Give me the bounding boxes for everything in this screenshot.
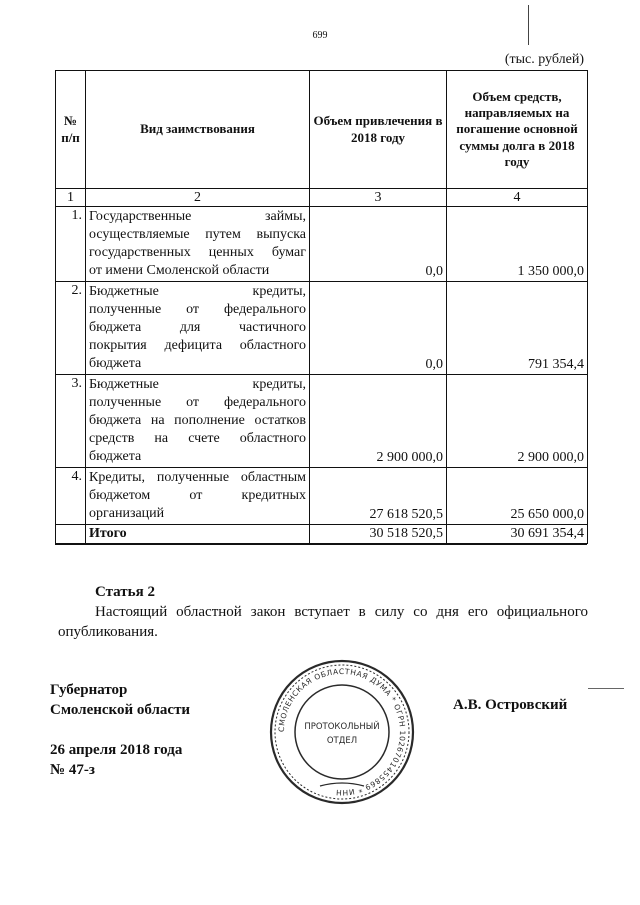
description-line: бюджета для частичного [89,320,306,335]
row-number: 1. [56,207,86,282]
law-date: 26 апреля 2018 года [50,742,183,758]
repayment-value: 1 350 000,0 [447,207,588,282]
position-line: Губернатор [50,682,128,698]
row-number: 3. [56,375,86,468]
header-repayment-volume: Объем средств, направляемых на погашение основной суммы долга в 2018 году [447,71,588,189]
description-line: Бюджетные кредиты, [89,377,306,392]
description-line: Кредиты, полученные областным [89,470,306,485]
description-line: покрытия дефицита областного [89,338,306,353]
official-stamp [268,658,416,806]
page-number: 699 [312,30,328,41]
law-date-block [50,740,182,780]
signatory-position [50,680,190,720]
borrowing-description [86,468,310,525]
header-borrowing-type: Вид заимствования [86,71,310,189]
column-number: 3 [310,189,447,207]
table-header-row [56,71,588,189]
description-line: полученные от федерального [89,302,306,317]
total-empty-cell [56,525,86,544]
header-attraction-volume: Объем привлечения в 2018 году [310,71,447,189]
stamp-center-line: ПРОТОКОЛЬНЫЙ [304,722,380,732]
description-line: средств на счете областного [89,431,306,446]
attraction-value: 0,0 [310,207,447,282]
repayment-value: 2 900 000,0 [447,375,588,468]
description-line: бюджета [89,449,142,464]
stamp-center-line: ОТДЕЛ [326,736,358,746]
signatory-name: А.В. Островский [453,697,568,713]
description-line: бюджета [89,356,142,371]
description-line: осуществляемые путем выпуска [89,227,306,242]
description-line: Государственные займы, [89,209,306,224]
table-row [56,207,588,282]
row-number: 2. [56,282,86,375]
description-line: бюджета на пополнение остатков [89,413,306,428]
attraction-value: 0,0 [310,282,447,375]
law-number: № 47-з [50,762,95,778]
row-number: 4. [56,468,86,525]
total-attraction: 30 518 520,5 [310,525,447,544]
total-label: Итого [86,525,310,544]
borrowings-table [55,70,588,544]
borrowing-description [86,282,310,375]
article-title: Статья 2 [95,584,155,600]
units-label: (тыс. рублей) [504,52,584,67]
stamp-graphic [268,658,416,806]
total-row [56,525,588,544]
description-line: государственных ценных бумаг [89,245,306,260]
table-bottom-rule [55,543,587,545]
table-row [56,282,588,375]
table-row [56,468,588,525]
header-number: № п/п [56,71,86,189]
repayment-value: 25 650 000,0 [447,468,588,525]
borrowing-description [86,207,310,282]
position-line: Смоленской области [50,702,191,718]
description-line: бюджетом от кредитных [89,488,306,503]
column-number-row [56,189,588,207]
column-number: 2 [86,189,310,207]
attraction-value: 2 900 000,0 [310,375,447,468]
attraction-value: 27 618 520,5 [310,468,447,525]
description-line: организаций [89,506,165,521]
article-text: Настоящий областной закон вступает в силу со дня его официального опубликования. [58,604,588,640]
column-number: 4 [447,189,588,207]
description-line: Бюджетные кредиты, [89,284,306,299]
column-number: 1 [56,189,86,207]
signature-stroke [588,688,624,689]
table-row [56,375,588,468]
repayment-value: 791 354,4 [447,282,588,375]
description-line: от имени Смоленской области [89,263,270,278]
description-line: полученные от федерального [89,395,306,410]
stamp-ring-text: СМОЛЕНСКАЯ ОБЛАСТНАЯ ДУМА * ОГРН 1026701455869 * ИНН [276,666,408,798]
borrowing-description [86,375,310,468]
total-repayment: 30 691 354,4 [447,525,588,544]
